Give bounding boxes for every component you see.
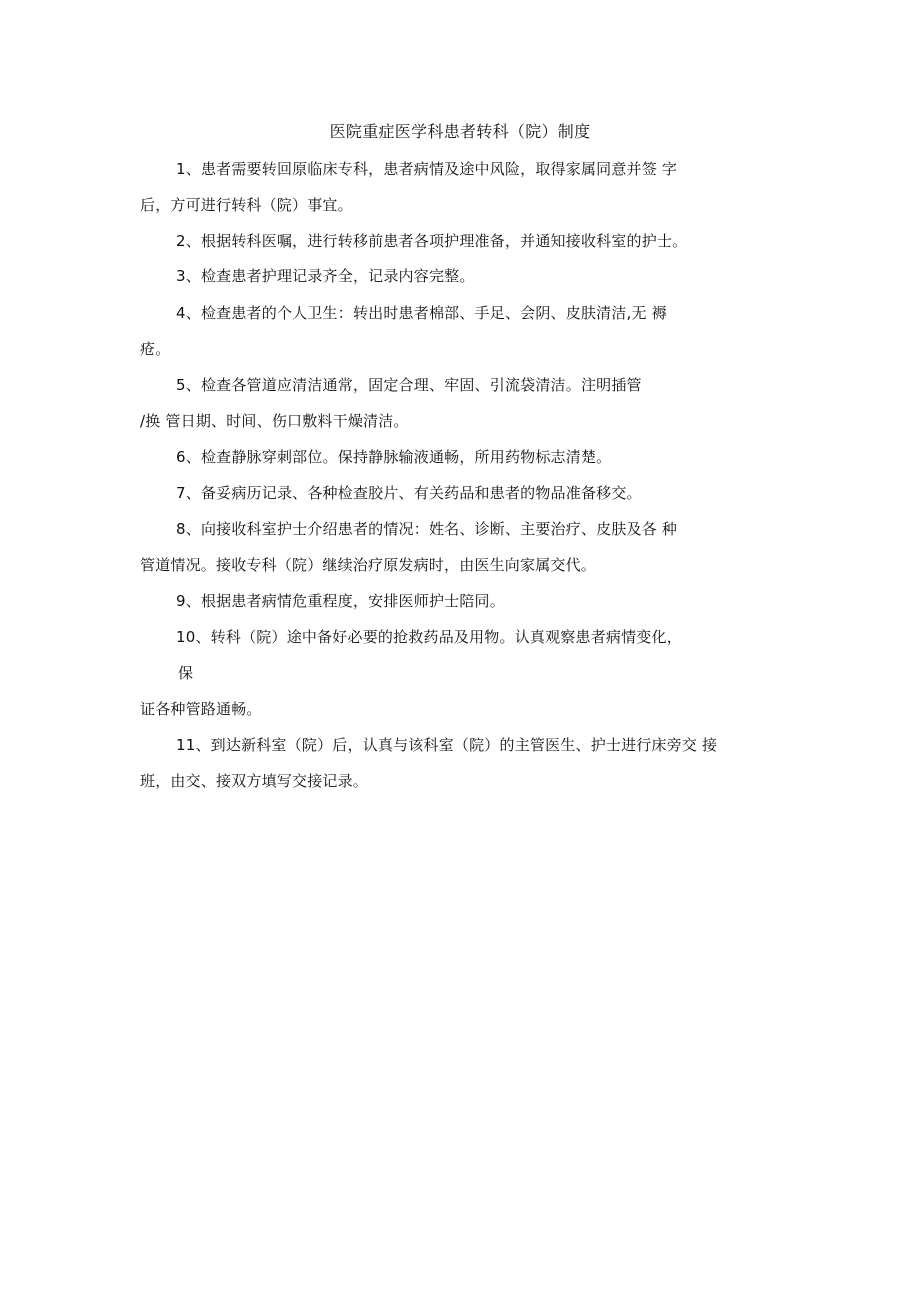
- paragraph-9: 9、根据患者病情危重程度，安排医师护士陪同。: [176, 592, 505, 610]
- paragraph-10-line-1: 10、转科（院）途中备好必要的抢救药品及用物。认真观察患者病情变化，: [176, 628, 682, 646]
- document-title: 医院重症医学科患者转科（院）制度: [329, 122, 591, 141]
- paragraph-8-line-2: 管道情况。接收专科（院）继续治疗原发病时，由医生向家属交代。: [140, 556, 597, 574]
- paragraph-8-line-1: 8、向接收科室护士介绍患者的情况：姓名、诊断、主要治疗、皮肤及各 种: [176, 520, 678, 538]
- paragraph-7: 7、备妥病历记录、各种检查胶片、有关药品和患者的物品准备移交。: [176, 484, 642, 502]
- paragraph-3: 3、检查患者护理记录齐全，记录内容完整。: [176, 267, 475, 285]
- paragraph-5-line-1: 5、检查各管道应清洁通常，固定合理、牢固、引流袋清洁。注明插管: [176, 376, 642, 394]
- paragraph-1-line-2: 后，方可进行转科（院）事宜。: [140, 196, 353, 214]
- paragraph-6: 6、检查静脉穿刺部位。保持静脉输液通畅，所用药物标志清楚。: [176, 448, 612, 466]
- paragraph-11-line-2: 班，由交、接双方填写交接记录。: [140, 772, 369, 790]
- paragraph-2: 2、根据转科医嘱，进行转移前患者各项护理准备，并通知接收科室的护士。: [176, 232, 688, 250]
- paragraph-4-line-1: 4、检查患者的个人卫生：转出时患者棉部、手足、会阴、皮肤清洁,无 褥: [176, 304, 667, 322]
- paragraph-11-line-1: 11、到达新科室（院）后，认真与该科室（院）的主管医生、护士进行床旁交 接: [176, 736, 718, 754]
- paragraph-10-line-2: 保: [178, 664, 194, 682]
- paragraph-1-line-1: 1、患者需要转回原临床专科，患者病情及途中风险，取得家属同意并签 字: [176, 160, 678, 178]
- paragraph-5-line-2: /换 管日期、时间、伤口敷料干燥清洁。: [140, 412, 409, 430]
- paragraph-4-line-2: 疮。: [140, 340, 171, 358]
- paragraph-10-line-3: 证各种管路通畅。: [140, 700, 262, 718]
